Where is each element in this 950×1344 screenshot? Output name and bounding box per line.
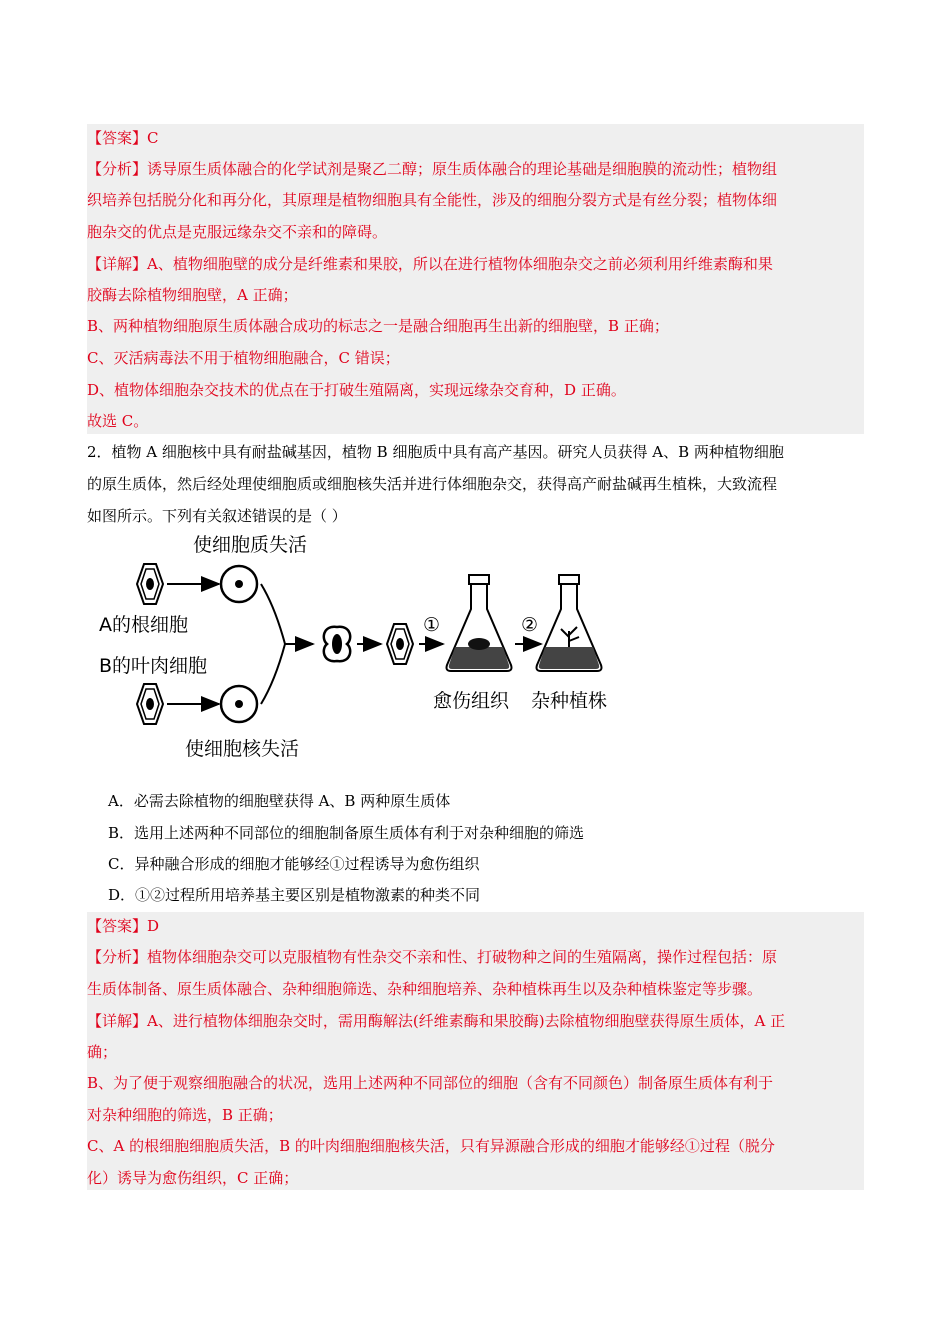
root-cell-a-icon <box>137 564 163 604</box>
flask-hybrid-plant-icon <box>537 575 602 671</box>
protoplast-a-icon <box>221 566 257 602</box>
analysis-line: 织培养包括脱分化和再分化，其原理是植物细胞具有全能性，涉及的细胞分裂方式是有丝分裂；植物体细 <box>87 191 778 209</box>
detail-line: 确； <box>87 1043 118 1061</box>
detail-line: C、A 的根细胞细胞质失活，B 的叶肉细胞细胞核失活，只有异源融合形成的细胞才能够经①过程（脱分 <box>87 1137 775 1155</box>
fused-cell-icon <box>324 627 350 661</box>
question-stem-line: 如图所示。下列有关叙述错误的是（ ） <box>87 507 347 525</box>
question-stem-line: 的原生质体，然后经处理使细胞质或细胞核失活并进行体细胞杂交，获得高产耐盐碱再生植株，大致流程 <box>87 475 778 493</box>
analysis-line: 【分析】植物体细胞杂交可以克服植物有性杂交不亲和性、打破物种之间的生殖隔离，操作过程包括：原 <box>87 948 778 966</box>
analysis-line: 胞杂交的优点是克服远缘杂交不亲和的障碍。 <box>87 223 388 241</box>
mesophyll-cell-b-icon <box>137 684 163 724</box>
step-2-label: ② <box>521 614 539 636</box>
answer-line: 【答案】C <box>87 129 159 147</box>
detail-line: B、为了便于观察细胞融合的状况，选用上述两种不同部位的细胞（含有不同颜色）制备原生质体有利于 <box>87 1074 774 1092</box>
option-d: D．①②过程所用培养基主要区别是植物激素的种类不同 <box>108 886 481 904</box>
label-hybrid-plant: 杂种植株 <box>531 690 608 712</box>
question-stem-line: 2．植物 A 细胞核中具有耐盐碱基因，植物 B 细胞质中具有高产基因。研究人员获得 A、B 两种植物细胞 <box>87 443 784 461</box>
hybrid-cell-icon <box>387 624 413 664</box>
label-callus: 愈伤组织 <box>433 690 510 712</box>
detail-line: B、两种植物细胞原生质体融合成功的标志之一是融合细胞再生出新的细胞壁，B 正确； <box>87 317 669 335</box>
detail-line: D、植物体细胞杂交技术的优点在于打破生殖隔离，实现远缘杂交育种，D 正确。 <box>87 381 626 399</box>
label-a-root-cell: A的根细胞 <box>99 614 188 636</box>
label-nucleus-inactivated: 使细胞核失活 <box>185 738 300 760</box>
label-b-mesophyll-cell: B的叶肉细胞 <box>99 655 208 677</box>
answer-line: 【答案】D <box>87 917 160 935</box>
option-c: C．异种融合形成的细胞才能够经①过程诱导为愈伤组织 <box>108 855 480 873</box>
detail-line: 胶酶去除植物细胞壁，A 正确； <box>87 286 298 304</box>
detail-line: 化）诱导为愈伤组织，C 正确； <box>87 1169 299 1187</box>
analysis-line: 生质体制备、原生质体融合、杂种细胞筛选、杂种细胞培养、杂种植株再生以及杂种植株鉴定等步骤。 <box>87 980 763 998</box>
merge-lines <box>261 584 285 704</box>
detail-line: 对杂种细胞的筛选，B 正确； <box>87 1106 283 1124</box>
analysis-line: 【分析】诱导原生质体融合的化学试剂是聚乙二醇；原生质体融合的理论基础是细胞膜的流动性；植物组 <box>87 160 778 178</box>
label-cytoplasm-inactivated: 使细胞质失活 <box>193 534 308 556</box>
conclusion-line: 故选 C。 <box>87 412 149 430</box>
option-a: A．必需去除植物的细胞壁获得 A、B 两种原生质体 <box>108 792 451 810</box>
protoplast-b-icon <box>221 686 257 722</box>
fusion-flow-diagram <box>95 527 635 767</box>
option-b: B．选用上述两种不同部位的细胞制备原生质体有利于对杂种细胞的筛选 <box>108 824 585 842</box>
step-1-label: ① <box>423 614 441 636</box>
detail-line: 【详解】A、植物细胞壁的成分是纤维素和果胶，所以在进行植物体细胞杂交之前必须利用纤维素酶和果 <box>87 255 773 273</box>
detail-line: 【详解】A、进行植物体细胞杂交时，需用酶解法(纤维素酶和果胶酶)去除植物细胞壁获得原生质体，A 正 <box>87 1012 786 1030</box>
detail-line: C、灭活病毒法不用于植物细胞融合，C 错误； <box>87 349 400 367</box>
flask-callus-icon <box>447 575 512 671</box>
